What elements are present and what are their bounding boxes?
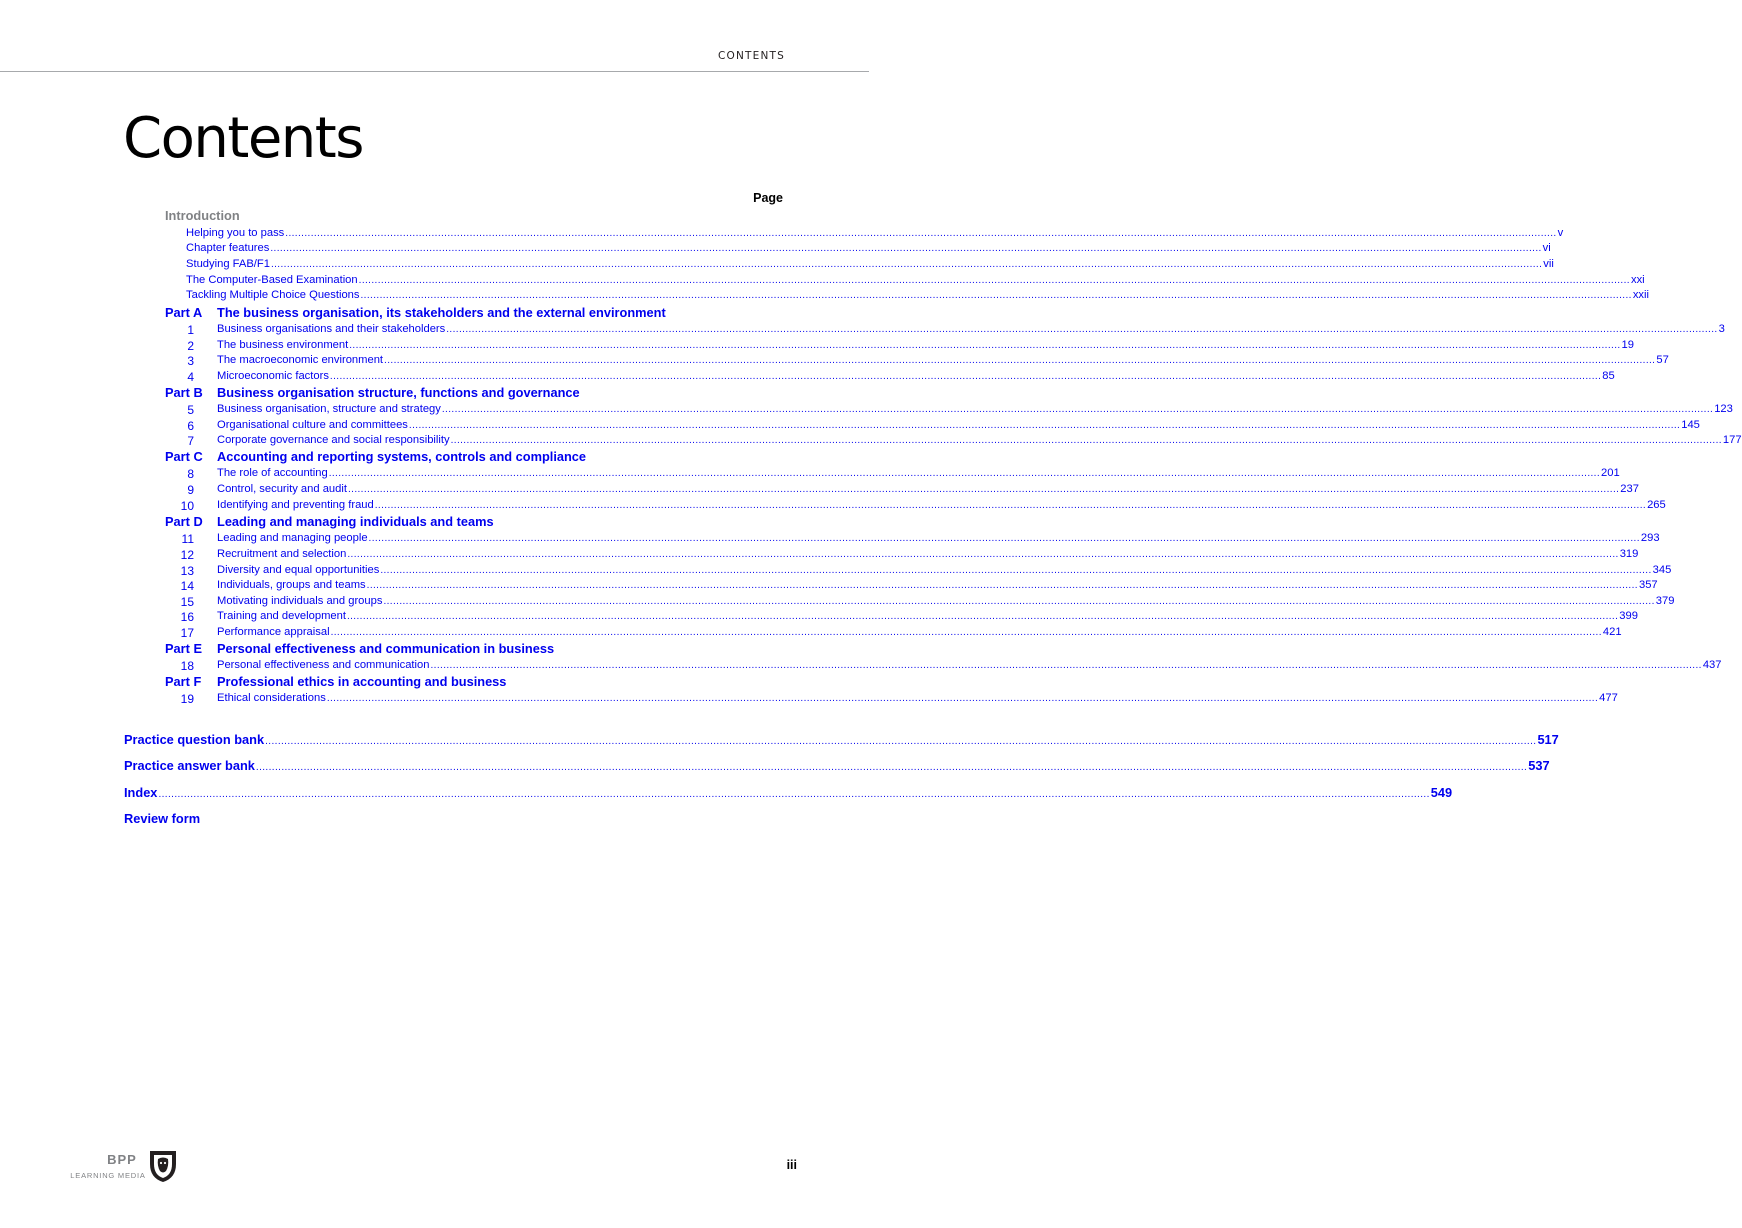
chapter-entry-title: Ethical considerations <box>217 692 326 704</box>
chapter-entry-page: 177 <box>1722 434 1742 446</box>
chapter-entry-title: Control, security and audit <box>217 483 347 495</box>
dot-leader: ................................................................................................................................................................................................................................................................................................................................................................................................................ <box>346 611 1619 622</box>
dot-leader: ................................................................................................................................................................................................................................................................................................................................................................................................................ <box>384 355 1656 366</box>
chapter-entry[interactable] <box>217 370 1615 382</box>
toc-entry[interactable] <box>186 289 1649 301</box>
dot-leader: ................................................................................................................................................................................................................................................................................................................................................................................................................ <box>368 533 1640 544</box>
back-matter-entry-title: Practice answer bank <box>124 758 255 773</box>
chapter-number: 11 <box>181 532 194 546</box>
chapter-entry-page: 345 <box>1652 564 1672 576</box>
chapter-number: 8 <box>187 467 194 481</box>
back-matter-entry[interactable] <box>124 758 1550 773</box>
chapter-entry[interactable] <box>217 403 1733 415</box>
part-label: Part D <box>165 514 203 529</box>
dot-leader: ................................................................................................................................................................................................................................................................................................................................................................................................................ <box>430 660 1702 671</box>
chapter-number: 10 <box>180 499 194 513</box>
chapter-entry[interactable] <box>217 323 1725 335</box>
dot-leader: ................................................................................................................................................................................................................................................................................................................................................................................................................ <box>158 789 1430 800</box>
dot-leader: ................................................................................................................................................................................................................................................................................................................................................................................................................ <box>330 627 1602 638</box>
chapter-entry[interactable] <box>217 579 1658 591</box>
dot-leader: ................................................................................................................................................................................................................................................................................................................................................................................................................ <box>270 259 1543 270</box>
dot-leader: ................................................................................................................................................................................................................................................................................................................................................................................................................ <box>329 371 1602 382</box>
dot-leader: ................................................................................................................................................................................................................................................................................................................................................................................................................ <box>380 565 1652 576</box>
chapter-entry-page: 293 <box>1640 532 1660 544</box>
chapter-entry[interactable] <box>217 692 1618 704</box>
toc-entry-title: Helping you to pass <box>186 227 285 239</box>
svg-text:LEARNING MEDIA: LEARNING MEDIA <box>70 1171 146 1180</box>
chapter-entry-title: Personal effectiveness and communication <box>217 659 430 671</box>
dot-leader: ................................................................................................................................................................................................................................................................................................................................................................................................................ <box>255 762 1528 773</box>
dot-leader: ................................................................................................................................................................................................................................................................................................................................................................................................................ <box>366 580 1638 591</box>
chapter-number: 5 <box>187 403 194 417</box>
chapter-number: 6 <box>187 419 194 433</box>
chapter-number: 16 <box>180 610 194 624</box>
chapter-number: 19 <box>180 692 194 706</box>
page-column-label: Page <box>753 191 783 205</box>
dot-leader: ................................................................................................................................................................................................................................................................................................................................................................................................................ <box>349 340 1621 351</box>
toc-entry-page: v <box>1557 227 1564 239</box>
back-matter-entry[interactable] <box>124 785 1453 800</box>
chapter-entry-page: 379 <box>1655 595 1675 607</box>
chapter-entry-title: Organisational culture and committees <box>217 419 408 431</box>
dot-leader: ................................................................................................................................................................................................................................................................................................................................................................................................................ <box>265 736 1537 747</box>
chapter-entry-title: Leading and managing people <box>217 532 368 544</box>
section-heading-introduction: Introduction <box>165 208 240 223</box>
dot-leader: ................................................................................................................................................................................................................................................................................................................................................................................................................ <box>285 228 1557 239</box>
chapter-entry[interactable] <box>217 354 1669 366</box>
dot-leader: ................................................................................................................................................................................................................................................................................................................................................................................................................ <box>326 693 1599 704</box>
chapter-entry-page: 357 <box>1638 579 1658 591</box>
chapter-number: 15 <box>180 595 194 609</box>
part-title[interactable]: Professional ethics in accounting and business <box>217 674 507 689</box>
chapter-entry-page: 437 <box>1702 659 1722 671</box>
part-title[interactable]: Leading and managing individuals and teams <box>217 514 494 529</box>
chapter-entry-page: 85 <box>1602 370 1615 382</box>
chapter-number: 4 <box>187 370 194 384</box>
chapter-entry-page: 477 <box>1599 692 1618 704</box>
bpp-logo <box>70 1148 182 1189</box>
chapter-entry-title: Business organisation, structure and strategy <box>217 403 441 415</box>
chapter-entry[interactable] <box>217 419 1700 431</box>
chapter-entry-page: 57 <box>1656 354 1669 366</box>
chapter-entry-page: 3 <box>1718 323 1725 335</box>
toc-entry-page: xxi <box>1630 274 1645 286</box>
svg-text:BPP: BPP <box>107 1152 137 1167</box>
chapter-entry-title: Microeconomic factors <box>217 370 329 382</box>
part-label: Part F <box>165 674 202 689</box>
chapter-number: 17 <box>180 626 194 640</box>
part-title[interactable]: Accounting and reporting systems, controls and compliance <box>217 449 587 464</box>
chapter-entry-title: The business environment <box>217 339 349 351</box>
chapter-entry[interactable] <box>217 483 1639 495</box>
back-matter-entry-page: 537 <box>1528 758 1550 773</box>
dot-leader: ................................................................................................................................................................................................................................................................................................................................................................................................................ <box>374 500 1647 511</box>
back-matter-entry-title: Review form <box>124 811 201 826</box>
chapter-entry-page: 145 <box>1681 419 1700 431</box>
chapter-entry[interactable] <box>217 548 1639 560</box>
part-label: Part E <box>165 641 202 656</box>
part-label: Part C <box>165 449 203 464</box>
chapter-entry-page: 319 <box>1619 548 1639 560</box>
dot-leader: ................................................................................................................................................................................................................................................................................................................................................................................................................ <box>347 549 1619 560</box>
page-title: Contents <box>123 106 363 171</box>
dot-leader: ................................................................................................................................................................................................................................................................................................................................................................................................................ <box>446 324 1718 335</box>
chapter-entry-page: 201 <box>1601 467 1620 479</box>
chapter-entry[interactable] <box>217 659 1722 671</box>
chapter-entry-title: The macroeconomic environment <box>217 354 384 366</box>
chapter-number: 2 <box>187 339 194 353</box>
part-label: Part A <box>165 305 203 320</box>
toc-entry-title: Chapter features <box>186 242 270 254</box>
toc-entry-page: vi <box>1542 242 1551 254</box>
chapter-entry-page: 237 <box>1620 483 1639 495</box>
chapter-entry-page: 421 <box>1602 626 1622 638</box>
chapter-entry-title: Business organisations and their stakeholders <box>217 323 446 335</box>
chapter-number: 9 <box>187 483 194 497</box>
chapter-number: 1 <box>187 323 194 337</box>
back-matter-entry[interactable] <box>124 732 1559 747</box>
toc-entry-title: Tackling Multiple Choice Questions <box>186 289 360 301</box>
chapter-entry-page: 265 <box>1647 499 1666 511</box>
dot-leader: ................................................................................................................................................................................................................................................................................................................................................................................................................ <box>408 420 1681 431</box>
dot-leader: ................................................................................................................................................................................................................................................................................................................................................................................................................ <box>328 468 1601 479</box>
toc-entry-page: xxii <box>1632 289 1649 301</box>
back-matter-entry-title: Practice question bank <box>124 732 265 747</box>
chapter-entry-title: Individuals, groups and teams <box>217 579 366 591</box>
chapter-number: 14 <box>180 579 194 593</box>
part-title[interactable]: Business organisation structure, functions and governance <box>217 385 580 400</box>
chapter-entry[interactable] <box>217 626 1622 638</box>
chapter-entry[interactable] <box>217 499 1666 511</box>
chapter-entry-title: Corporate governance and social responsibility <box>217 434 450 446</box>
bpp-lion-icon <box>70 1148 182 1184</box>
page-number: iii <box>786 1158 797 1172</box>
back-matter-entry-page: 517 <box>1537 732 1559 747</box>
chapter-entry[interactable] <box>217 564 1672 576</box>
chapter-entry-title: Training and development <box>217 610 346 622</box>
chapter-entry-title: Diversity and equal opportunities <box>217 564 380 576</box>
dot-leader: ................................................................................................................................................................................................................................................................................................................................................................................................................ <box>383 596 1655 607</box>
toc-entry-title: The Computer-Based Examination <box>186 274 358 286</box>
toc-entry-title: Studying FAB/F1 <box>186 258 270 270</box>
chapter-number: 13 <box>180 564 194 578</box>
chapter-entry-page: 19 <box>1621 339 1634 351</box>
chapter-number: 18 <box>180 659 194 673</box>
toc-entry[interactable] <box>186 258 1554 270</box>
chapter-entry[interactable] <box>217 532 1660 544</box>
chapter-entry[interactable] <box>217 434 1742 446</box>
dot-leader: ................................................................................................................................................................................................................................................................................................................................................................................................................ <box>360 290 1632 301</box>
toc-entry[interactable] <box>186 274 1645 286</box>
chapter-entry-page: 399 <box>1619 610 1638 622</box>
running-head: CONTENTS <box>717 50 785 62</box>
dot-leader: ................................................................................................................................................................................................................................................................................................................................................................................................................ <box>441 404 1714 415</box>
chapter-entry-title: Motivating individuals and groups <box>217 595 383 607</box>
chapter-number: 7 <box>187 434 194 448</box>
chapter-entry[interactable] <box>217 339 1634 351</box>
dot-leader: ................................................................................................................................................................................................................................................................................................................................................................................................................ <box>270 243 1542 254</box>
back-matter-entry-page: 549 <box>1430 785 1453 800</box>
chapter-entry-page: 123 <box>1714 403 1733 415</box>
dot-leader: ................................................................................................................................................................................................................................................................................................................................................................................................................ <box>347 484 1620 495</box>
chapter-entry-title: Recruitment and selection <box>217 548 347 560</box>
toc-entry[interactable] <box>186 242 1551 254</box>
chapter-entry[interactable] <box>217 467 1620 479</box>
chapter-entry[interactable] <box>217 595 1675 607</box>
chapter-entry-title: Identifying and preventing fraud <box>217 499 374 511</box>
back-matter-entry[interactable] <box>124 813 776 826</box>
dot-leader: ................................................................................................................................................................................................................................................................................................................................................................................................................ <box>450 435 1722 446</box>
chapter-entry-title: Performance appraisal <box>217 626 330 638</box>
chapter-entry[interactable] <box>217 610 1638 622</box>
part-label: Part B <box>165 385 203 400</box>
part-title[interactable]: The business organisation, its stakeholders and the external environment <box>217 305 666 320</box>
back-matter-entry-title: Index <box>124 785 158 800</box>
dot-leader: ................................................................................................................................................................................................................................................................................................................................................................................................................ <box>358 275 1630 286</box>
part-title[interactable]: Personal effectiveness and communication in business <box>217 641 555 656</box>
chapter-number: 12 <box>180 548 194 562</box>
chapter-entry-title: The role of accounting <box>217 467 328 479</box>
toc-entry-page: vii <box>1543 258 1554 270</box>
toc-entry[interactable] <box>186 227 1564 239</box>
chapter-number: 3 <box>187 354 194 368</box>
